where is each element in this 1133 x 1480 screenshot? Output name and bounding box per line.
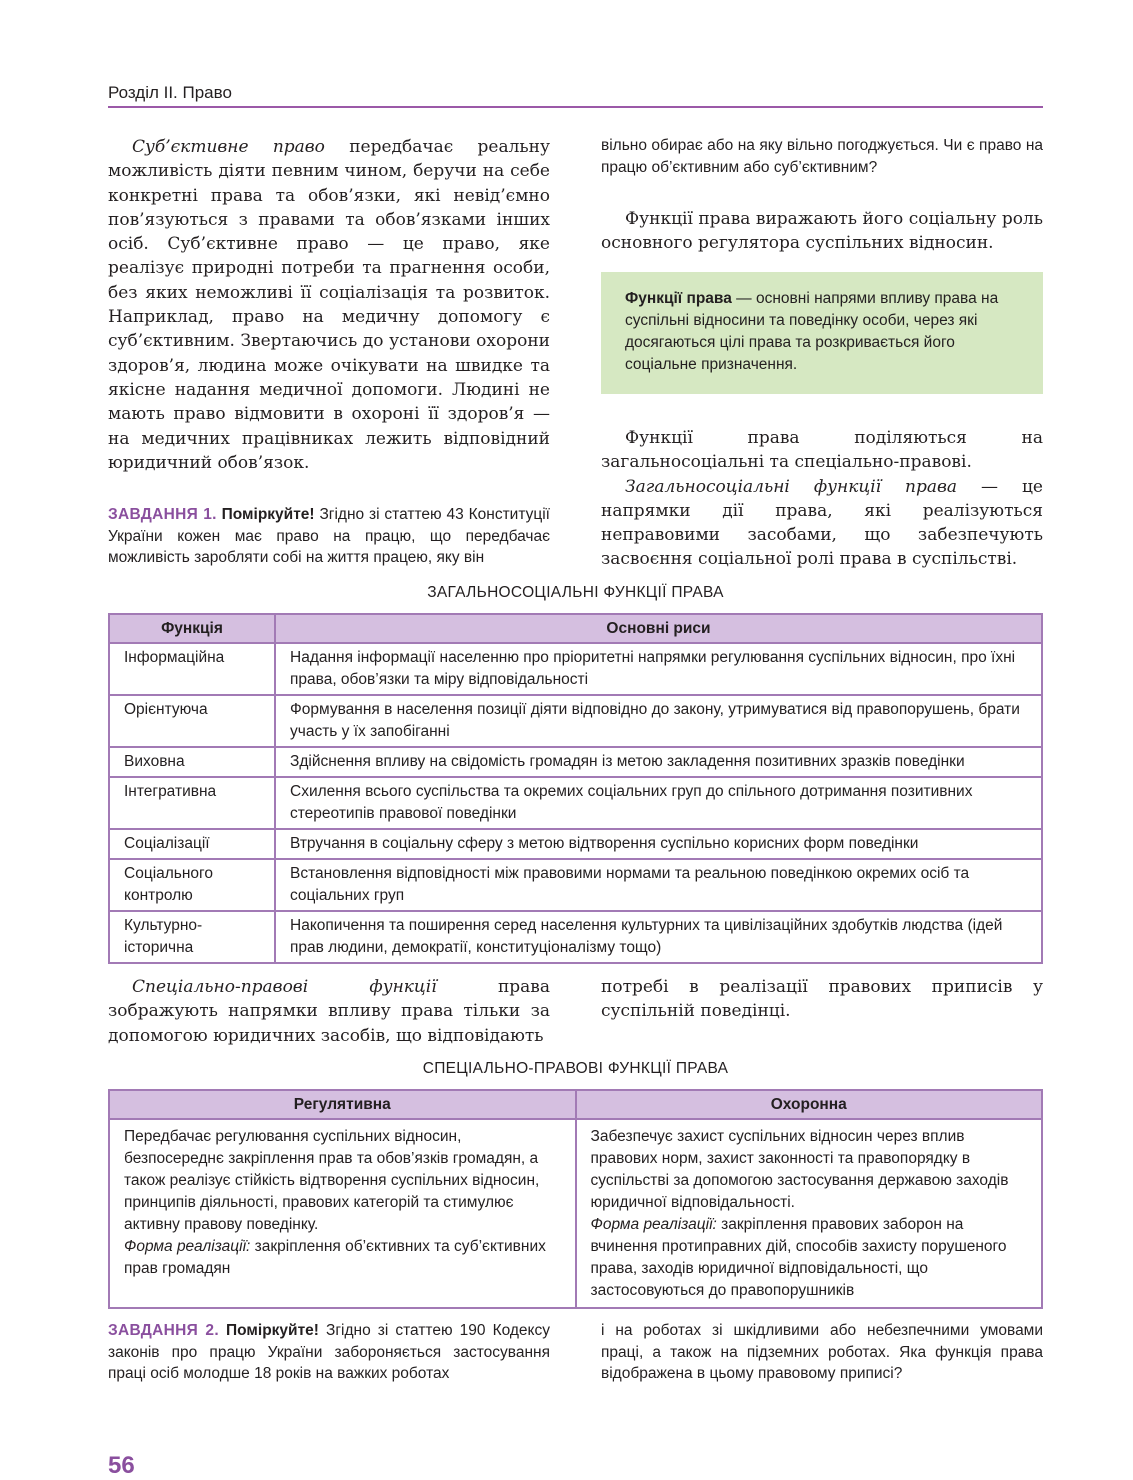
table-row — [109, 911, 1042, 963]
task-2-text-right: і на роботах зі шкідливими або небезпечними умовами праці, а також на підземних роботах. Яка функція права відображена в цьому правовому приписі? — [601, 1322, 1043, 1382]
table-row — [109, 747, 1042, 777]
table-2-caption: СПЕЦІАЛЬНО-ПРАВОВІ ФУНКЦІЇ ПРАВА — [422, 1060, 729, 1077]
definition-box — [601, 272, 1043, 394]
table-header-row — [109, 614, 1042, 643]
regulative-text: Передбачає регулювання суспільних відносин, безпосереднє закріплення прав та обов’язків громадян, а також реалізує стійкість відтворення суспільних відносин, принципів діяльності, правових категорій та стимулює активну правову поведінку. — [124, 1128, 540, 1233]
function-name-cell: Орієнтуюча — [109, 695, 275, 747]
subjective-right-paragraph — [108, 135, 550, 475]
table-row — [109, 777, 1042, 829]
task-2-paragraph — [108, 1320, 550, 1385]
section-title: Розділ ІІ. Право — [108, 83, 232, 102]
general-social-text: — це напрямки дії права, які реалізуються неправовими засобами, що забезпечують засвоєння соціальної ролі права в суспільстві. — [601, 476, 1043, 570]
left-column-mid — [108, 975, 550, 1048]
function-name-cell: Соціального контролю — [109, 859, 275, 911]
protective-form-label: Форма реалізації: — [590, 1216, 717, 1233]
function-features-cell: Встановлення відповідності між правовими нормами та реальною поведінкою окремих осіб та соціальних груп — [275, 859, 1042, 911]
regulative-cell — [109, 1119, 576, 1308]
function-features-cell: Накопичення та поширення серед населення культурних та цивілізаційних здобутків людства (ідей прав людини, демократії, конституціоналізму тощо) — [275, 911, 1042, 963]
table-row — [109, 859, 1042, 911]
table-row — [109, 695, 1042, 747]
function-features-cell: Надання інформації населенню про пріоритетні напрямки регулювання суспільних відносин, про їхні права, обов’язки та міру відповідальності — [275, 643, 1042, 695]
function-features-cell: Здійснення впливу на свідомість громадян із метою закладення позитивних зразків поведінки — [275, 747, 1042, 777]
task-1-prompt: Поміркуйте! — [221, 506, 315, 523]
column-header-regulative: Регулятивна — [109, 1090, 576, 1119]
task-1-label: ЗАВДАННЯ 1. — [108, 506, 217, 523]
subjective-right-term: Суб’єктивне право — [132, 137, 325, 157]
table-header-row — [109, 1090, 1042, 1119]
function-features-cell: Втручання в соціальну сферу з метою відтворення суспільно корисних форм поведінки — [275, 829, 1042, 859]
special-legal-functions-table — [108, 1089, 1043, 1309]
special-legal-text-left: права зображують напрямки впливу права тільки за допомогою юридичних засобів, що відповідають — [108, 977, 550, 1046]
right-column-mid — [601, 426, 1043, 572]
page-header — [108, 80, 1043, 108]
definition-text: — основні напрями впливу права на суспільні відносини та поведінку особи, через які досягаються цілі права та розкривається його соціальне призначення. — [625, 290, 999, 373]
page-number: 56 — [108, 1452, 135, 1479]
table-row — [109, 1119, 1042, 1308]
regulative-form-text: закріплення об’єктивних та суб’єктивних прав громадян — [124, 1238, 546, 1277]
general-social-functions-paragraph — [601, 475, 1043, 572]
special-legal-paragraph — [108, 975, 550, 1048]
task-2-right — [601, 1320, 1043, 1385]
table-1-caption: ЗАГАЛЬНОСОЦІАЛЬНІ ФУНКЦІЇ ПРАВА — [427, 584, 724, 601]
function-features-cell: Формування в населення позиції діяти відповідно до закону, утримуватися від правопорушень, брати участь у їх запобіганні — [275, 695, 1042, 747]
right-column-top — [601, 135, 1043, 256]
general-social-term: Загальносоціальні функції права — [625, 476, 958, 497]
function-name-cell: Культурно-історична — [109, 911, 275, 963]
task-2-left — [108, 1320, 550, 1385]
left-column-top — [108, 135, 550, 475]
definition-term: Функції права — [625, 290, 732, 307]
function-name-cell: Інтегративна — [109, 777, 275, 829]
protective-form-text: закріплення правових заборон на вчинення протиправних дій, способів захисту порушеного права, заходів юридичної відповідальності, що застосовуються до правопорушників — [590, 1216, 1007, 1299]
subjective-right-text: передбачає реальну можливість діяти певним чином, беручи на себе конкретні права та обов’язки, які невід’ємно пов’язуються з правами та обов’язками інших осіб. Суб’єктивне право — це право, яке реалізує природні потреби та прагнення особи, без яких неможливі її соціалізація та розвиток. Наприклад, право на медичну допомогу є суб’єктивним. Звертаючись до установи охорони здоров’я, людина може очікувати на швидке та якісне надання медичної допомоги. Людині не мають право відмовити в охороні її здоров’я — на медичних працівниках лежить відповідний юридичний обов’язок. — [108, 137, 551, 473]
task-2-prompt: Поміркуйте! — [226, 1322, 319, 1339]
column-header-protective: Охоронна — [576, 1090, 1043, 1119]
protective-text: Забезпечує захист суспільних відносин через вплив правових норм, захист законності та правопорядку в суспільстві за допомогою застосування державою заходів юридичної відповідальності. — [590, 1128, 1009, 1211]
general-social-functions-table — [108, 613, 1043, 964]
task-2-label: ЗАВДАННЯ 2. — [108, 1322, 219, 1339]
task-1-paragraph — [108, 504, 550, 569]
function-name-cell: Соціалізації — [109, 829, 275, 859]
regulative-form-label: Форма реалізації: — [124, 1238, 251, 1255]
task-1-text-left: Згідно зі статтею 43 Конституції України кожен має право на працю, що передбачає можливість заробляти собі на життя працею, яку він — [108, 506, 550, 566]
column-header-features: Основні риси — [275, 614, 1042, 643]
special-legal-term: Спеціально-правові функції — [132, 977, 437, 997]
function-name-cell: Виховна — [109, 747, 275, 777]
functions-division-paragraph: Функції права поділяються на загальносоціальні та спеціально-правові. — [601, 428, 1043, 473]
table-row — [109, 829, 1042, 859]
task-2-text-left: Згідно зі статтею 190 Кодексу законів про працю України забороняється застосування праці осіб молодше 18 років на важких роботах — [108, 1322, 550, 1382]
function-name-cell: Інформаційна — [109, 643, 275, 695]
right-column-mid-2 — [601, 975, 1043, 1024]
table-row — [109, 643, 1042, 695]
function-features-cell: Схилення всього суспільства та окремих соціальних груп до спільного дотримання позитивних стереотипів правової поведінки — [275, 777, 1042, 829]
definition-paragraph — [625, 288, 1021, 376]
functions-intro-paragraph: Функції права виражають його соціальну роль основного регулятора суспільних відносин. — [601, 209, 1043, 254]
task-1-left — [108, 504, 550, 569]
task-1-text-right: вільно обирає або на яку вільно погоджується. Чи є право на працю об’єктивним або суб’єктивним? — [601, 137, 1043, 176]
column-header-function: Функція — [109, 614, 275, 643]
special-legal-text-right: потребі в реалізації правових приписів у суспільній поведінці. — [601, 977, 1043, 1022]
protective-cell — [576, 1119, 1043, 1308]
